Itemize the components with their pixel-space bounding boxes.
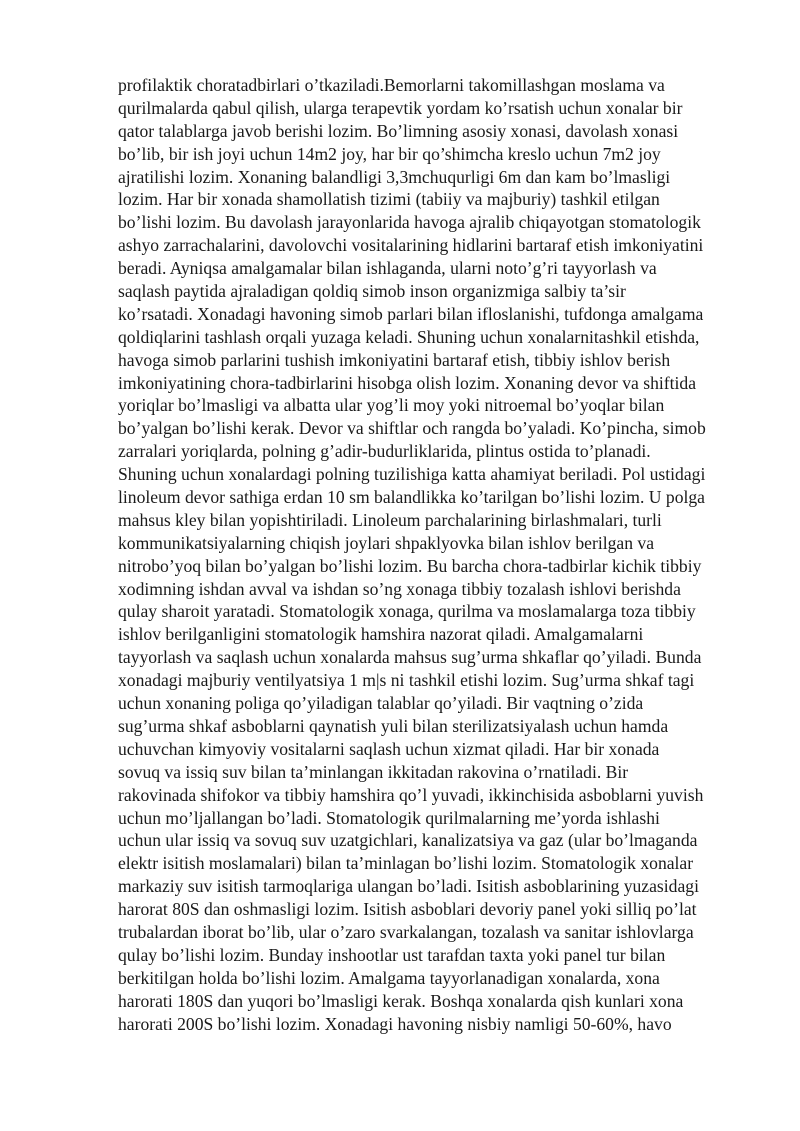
text-line: trubalardan iborat bo’lib, ular o’zaro svarkalangan, tozalash va sanitar ishlovlarga (118, 921, 694, 942)
text-line: harorat 80S dan oshmasligi lozim. Isitish asboblari devoriy panel yoki silliq po’lat (118, 899, 697, 920)
text-line: mahsus kley bilan yopishtiriladi. Linoleum parchalarining birlashmalari, turli (118, 509, 662, 530)
text-line: elektr isitish moslamalari) bilan ta’minlagan bo’lishi lozim. Stomatologik xonalar (118, 853, 694, 874)
text-line: lozim. Har bir xonada shamollatish tizimi (tabiiy va majburiy) tashkil etilgan (118, 189, 660, 210)
text-line: zarralari yoriqlarda, polning g’adir-budurliklarida, plintus ostida to’planadi. (118, 441, 651, 462)
text-line: xodimning ishdan avval va ishdan so’ng xonaga tibbiy tozalash ishlovi berishda (118, 578, 681, 599)
text-line: beradi. Ayniqsa amalgamalar bilan ishlaganda, ularni noto’g’ri tayyorlash va (118, 258, 657, 279)
text-line: qator talablarga javob berishi lozim. Bo’limning asosiy xonasi, davolash xonasi (118, 120, 679, 141)
text-line: tayyorlash va saqlash uchun xonalarda mahsus sug’urma shkaflar qo’yiladi. Bunda (118, 647, 702, 668)
text-line: nitrobo’yoq bilan bo’yalgan bo’lishi lozim. Bu barcha chora-tadbirlar kichik tibbiy (118, 555, 702, 576)
text-line: bo’lib, bir ish joyi uchun 14m2 joy, har bir qo’shimcha kreslo uchun 7m2 joy (118, 143, 661, 164)
text-line: linoleum devor sathiga erdan 10 sm balandlikka ko’tarilgan bo’lishi lozim. U polga (118, 487, 705, 508)
text-line: berkitilgan holda bo’lishi lozim. Amalgama tayyorlanadigan xonalarda, xona (118, 967, 660, 988)
text-line: ashyo zarrachalarini, davolovchi vositalarining hidlarini bartaraf etish imkoniyatini (118, 235, 704, 256)
text-line: uchun ular issiq va sovuq suv uzatgichlari, kanalizatsiya va gaz (ular bo’lmaganda (118, 830, 698, 851)
text-line: rakovinada shifokor va tibbiy hamshira qo’l yuvadi, ikkinchisida asboblarni yuvish (118, 784, 704, 805)
text-line: qurilmalarda qabul qilish, ularga terapevtik yordam ko’rsatish uchun xonalar bir (118, 97, 683, 118)
text-line: uchun xonaning poliga qo’yiladigan talablar qo’yiladi. Bir vaqtning o’zida (118, 693, 644, 714)
text-line: imkoniyatining chora-tadbirlarini hisobga olish lozim. Xonaning devor va shiftida (118, 372, 697, 393)
text-line: yoriqlar bo’lmasligi va albatta ular yog’li moy yoki nitroemal bo’yoqlar bilan (118, 395, 665, 416)
text-line: saqlash paytida ajraladigan qoldiq simob inson organizmiga salbiy ta’sir (118, 281, 626, 302)
text-line: qoldiqlarini tashlash orqali yuzaga keladi. Shuning uchun xonalarnitashkil etishda, (118, 326, 700, 347)
text-line: uchun mo’ljallangan bo’ladi. Stomatologik qurilmalarning me’yorda ishlashi (118, 807, 660, 828)
text-line: sug’urma shkaf asboblarni qaynatish yuli bilan sterilizatsiyalash uchun hamda (118, 715, 669, 736)
text-line: ko’rsatadi. Xonadagi havoning simob parlari bilan ifloslanishi, tufdonga amalgama (118, 303, 704, 324)
text-line: qulay bo’lishi lozim. Bunday inshootlar ust tarafdan taxta yoki panel tur bilan (118, 944, 666, 965)
text-line: uchuvchan kimyoviy vositalarni saqlash uchun xizmat qiladi. Har bir xonada (118, 738, 660, 759)
text-line: xonadagi majburiy ventilyatsiya 1 m|s ni tashkil etishi lozim. Sug’urma shkaf tagi (118, 670, 695, 691)
text-line: kommunikatsiyalarning chiqish joylari shpaklyovka bilan ishlov berilgan va (118, 532, 655, 553)
text-line: harorati 180S dan yuqori bo’lmasligi kerak. Boshqa xonalarda qish kunlari xona (118, 990, 684, 1011)
text-line: profilaktik choratadbirlari o’tkaziladi.Bemorlarni takomillashgan moslama va (118, 75, 665, 95)
text-line: havoga simob parlarini tushish imkoniyatini bartaraf etish, tibbiy ishlov berish (118, 349, 671, 370)
text-line: bo’lishi lozim. Bu davolash jarayonlarida havoga ajralib chiqayotgan stomatologik (118, 212, 701, 233)
text-line: Shuning uchun xonalardagi polning tuzilishiga katta ahamiyat beriladi. Pol ustidagi (118, 464, 706, 485)
text-line: sovuq va issiq suv bilan ta’minlangan ikkitadan rakovina o’rnatiladi. Bir (118, 761, 629, 782)
text-line: markaziy suv isitish tarmoqlariga ulangan bo’ladi. Isitish asboblarining yuzasidagi (118, 876, 699, 897)
text-line: ajratilishi lozim. Xonaning balandligi 3,3mchuqurligi 6m dan kam bo’lmasligi (118, 166, 671, 187)
text-line: harorati 200S bo’lishi lozim. Xonadagi havoning nisbiy namligi 50-60%, havo (118, 1013, 672, 1034)
text-line: qulay sharoit yaratadi. Stomatologik xonaga, qurilma va moslamalarga toza tibbiy (118, 601, 696, 622)
text-line: ishlov berilganligini stomatologik hamshira nazorat qiladi. Amalgamalarni (118, 624, 644, 645)
text-line: bo’yalgan bo’lishi kerak. Devor va shiftlar och rangda bo’yaladi. Ko’pincha, simob (118, 418, 706, 439)
body-text (118, 74, 758, 1035)
